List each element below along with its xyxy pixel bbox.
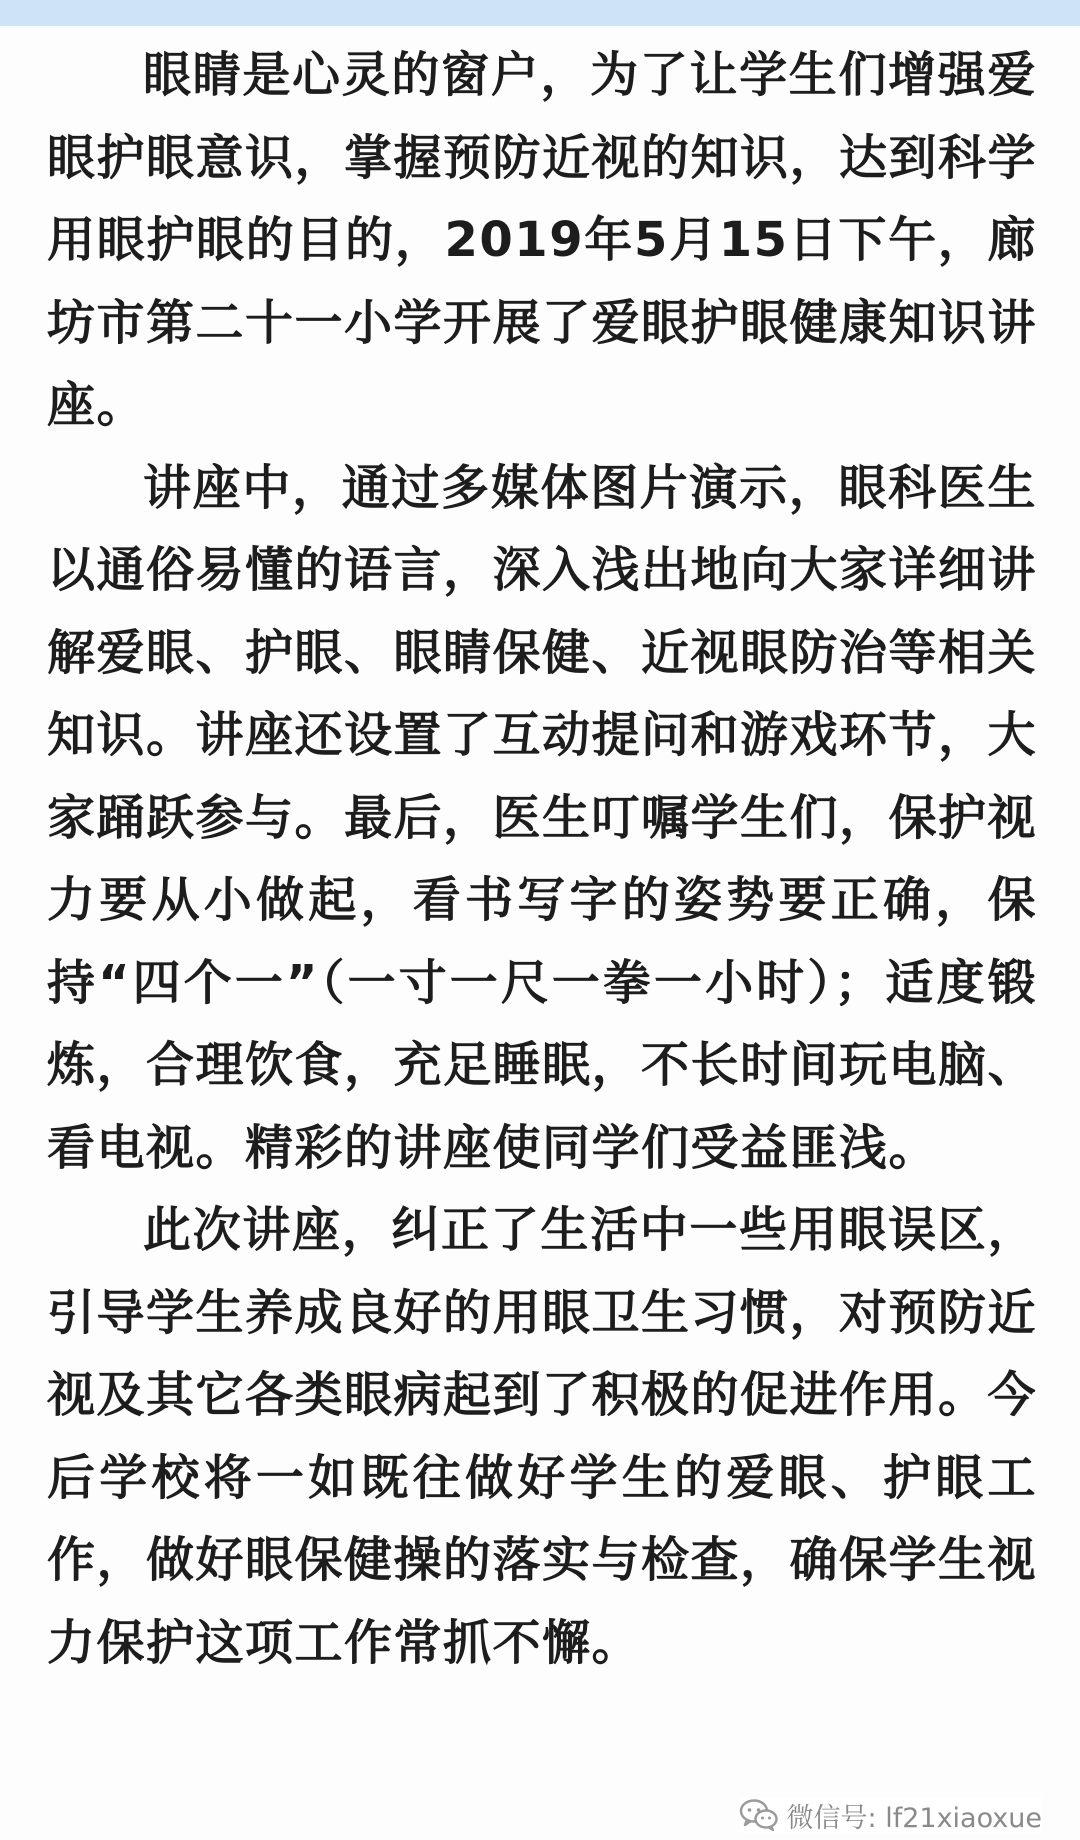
paragraph-2: 讲座中，通过多媒体图片演示，眼科医生以通俗易懂的语言，深入浅出地向大家详细讲解爱眼、护眼、眼睛保健、近视眼防治等相关知识。讲座还设置了互动提问和游戏环节，大家踊跃参与。最后，医生叮嘱学生们，保护视力要从小做起，看书写字的姿势要正确，保持“四个一”（一寸一尺一拳一小时）；适度锻炼，合理饮食，充足睡眠，不长时间玩电脑、看电视。精彩的讲座使同学们受益匪浅。: [47, 459, 1038, 1176]
wechat-icon: [739, 1798, 779, 1832]
top-bar: [0, 0, 1080, 26]
article-body: [47, 34, 1037, 1684]
wechat-watermark: [739, 1797, 1042, 1833]
watermark-text: 微信号: lf21xiaoxue: [786, 1802, 1042, 1834]
paragraph-1: 眼睛是心灵的窗户，为了让学生们增强爱眼护眼意识，掌握预防近视的知识，达到科学用眼护眼的目的，2019年5月15日下午，廊坊市第二十一小学开展了爱眼护眼健康知识讲座。: [47, 47, 1038, 433]
paragraph-3: 此次讲座，纠正了生活中一些用眼误区，引导学生养成良好的用眼卫生习惯，对预防近视及其它各类眼病起到了积极的促进作用。今后学校将一如既往做好学生的爱眼、护眼工作，做好眼保健操的落实与检查，确保学生视力保护这项工作常抓不懈。: [47, 1202, 1038, 1671]
